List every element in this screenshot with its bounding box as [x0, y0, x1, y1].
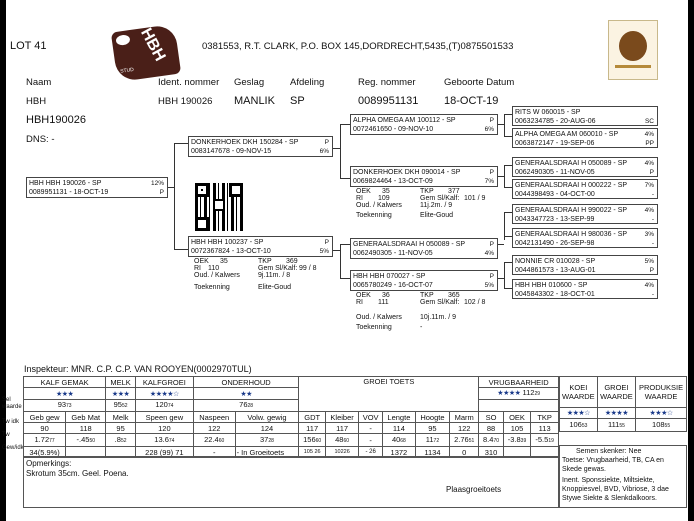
koei-stars: ★★★☆ [566, 410, 590, 417]
pedigree-dam-tkp: 369 [286, 258, 298, 265]
table-row2s-4: 60 [218, 437, 225, 444]
pedigree-ds-l1: GENERAALSDRAAI H 050089 - SP [353, 241, 466, 248]
table-row2s-7: 60 [343, 437, 350, 444]
kalfgroei-value: 120 [155, 400, 168, 409]
table-row3-12: 310 [479, 447, 503, 458]
pedigree-g4-6[interactable] [512, 228, 658, 248]
table-row1-0: 90 [24, 423, 66, 434]
melk-value: 95 [113, 400, 122, 409]
table-heads-11: Marm [450, 412, 479, 423]
ident-label: Ident. nommer [158, 77, 220, 88]
table-row3-11: 0 [450, 447, 479, 458]
pedigree-dam-gem: 99 / 8 [299, 265, 317, 272]
pedigree-dam-gem_l: Gem Sl/Kalf: [258, 265, 298, 272]
table-row3-5: - In Groeitoets [235, 447, 299, 458]
table-row1-4: 122 [193, 423, 235, 434]
table-row2-5: 37 [260, 434, 269, 444]
pedigree-g4-3-sex: - [651, 191, 654, 198]
pedigree-sd-oek_l: OEK [356, 188, 371, 195]
table-row1-3: 120 [135, 423, 193, 434]
pedigree-dd-oek_l: OEK [356, 292, 371, 299]
table-row2s-13: 39 [520, 437, 527, 444]
pedigree-dd-oud_l: Oud. / Kalwers [356, 314, 402, 321]
groei-waarde-head: GROEI WAARDE [597, 377, 635, 408]
side-label-tw: Tw [2, 432, 10, 438]
vrugbaarheid-stars: ★★★★ [497, 390, 521, 397]
table-heads-14: TKP [531, 412, 559, 423]
table-row1-13: 105 [503, 423, 531, 434]
pedigree-dd-l2: 0065780249 - 16-OCT-07 [353, 282, 433, 289]
table-row3-8: - 26 [359, 447, 383, 458]
table-heads-8: VOV [359, 412, 383, 423]
pedigree-dam-oud_l: Oud. / Kalwers [194, 272, 240, 279]
owner-address: 0381553, R.T. CLARK, P.O. BOX 145,DORDRECHT,5435,(T)0875501533 [202, 41, 514, 52]
pedigree-g4-7-sex: - [651, 291, 654, 298]
table-heads-1: Geb Mat [66, 412, 106, 423]
pedigree-dd-tkp_l: TKP [420, 292, 434, 299]
header-logo_small: STUD [119, 66, 135, 75]
koei-waarde-head: KOEI WAARDE [560, 377, 598, 408]
table-row2s-9: 68 [400, 437, 406, 444]
table-vrs: 29 [534, 391, 541, 397]
pedigree-g4-5-l1: GENERAALSDRAAI H 980036 - SP [515, 231, 628, 238]
table-v1s: 73 [66, 403, 72, 409]
table-row2s-6: 60 [315, 437, 322, 444]
pedigree-dd-gem: 102 / 8 [464, 299, 486, 306]
pedigree-sd-ri_l: RI [356, 195, 363, 202]
pedigree-dd-sex: P [489, 273, 494, 280]
pedigree-g4-0-l1: RITS W 060015 - SP [515, 109, 581, 116]
table-row1-5: 124 [235, 423, 299, 434]
table-row2-13: -3.8 [507, 434, 521, 444]
pedigree-g4-1-pct: 4% [644, 131, 654, 138]
pedigree-g4-1[interactable] [512, 106, 658, 126]
table-heads-10: Hoogte [415, 412, 449, 423]
table-row2s-0: 77 [49, 437, 55, 444]
pedigree-g4-6-sex: P [649, 267, 654, 274]
pedigree-dam-ri: 110 [208, 265, 220, 272]
pedigree-ss-l1: ALPHA OMEGA AM 100112 - SP [353, 117, 456, 124]
table-row2s-1: 50 [89, 437, 95, 444]
pedigree-g4-5-sex: - [651, 240, 654, 247]
pedigree-dam[interactable] [188, 236, 333, 257]
pedigree-g4-7-l1: HBH HBH 010600 - SP [515, 282, 588, 289]
animal-reg: 0089951131 [358, 95, 419, 107]
pedigree-sd-toek_l: Toekenning [356, 212, 392, 219]
pedigree-g4-2-l1: GENERAALSDRAAI H 050089 - SP [515, 160, 628, 167]
pedigree-dam-pct: 5% [319, 248, 329, 255]
animal-ident: HBH 190026 [158, 96, 213, 107]
pedigree-sd-tkp_l: TKP [420, 188, 434, 195]
table-row2s-3: 74 [168, 437, 175, 444]
table-heads-2: Melk [106, 412, 136, 423]
table-row2-8: - [369, 435, 372, 445]
pedigree-sd-oek: 35 [382, 188, 390, 195]
pedigree-dd-oek: 36 [382, 292, 390, 299]
side-label-twidk: Tw idk [2, 419, 20, 425]
table-head-row [24, 412, 559, 423]
pedigree-dam-oek: 35 [220, 258, 228, 265]
table-row2s-12: 70 [493, 437, 500, 444]
pedigree-sire-dam[interactable] [350, 166, 498, 187]
pedigree-ss-pct: 6% [484, 126, 494, 133]
prod-stars: ★★★☆ [649, 410, 673, 417]
table-row3-4: - [193, 447, 235, 458]
kalf-gemak-stars: ★★★ [55, 390, 74, 398]
pedigree-sd-gem_l: Gem Sl/Kalf: [420, 195, 460, 202]
melk-stars: ★★★ [111, 390, 130, 398]
table-v3s: 74 [167, 403, 174, 409]
pedigree-dd-ri: 111 [378, 299, 389, 306]
inspector: Inspekteur: MNR. C.P. C.P. VAN ROOYEN(0002970TUL) [24, 364, 252, 374]
table-row1-9: 114 [383, 423, 416, 434]
table-row2-9: 40 [391, 434, 401, 444]
pedigree-g4-4-pct: 4% [644, 207, 654, 214]
pedigree-sire-sire[interactable] [350, 114, 498, 135]
performance-table [23, 376, 559, 458]
name-label: Naam [26, 77, 52, 88]
table-row-tw [24, 434, 559, 447]
table-row1-1: 118 [66, 423, 106, 434]
breed-society-logo [608, 20, 658, 80]
pedigree-sire-sex: P [324, 139, 329, 146]
pedigree-dam-dam[interactable] [350, 270, 498, 291]
pedigree-dd-oud: 10j.11m. / 9 [420, 314, 457, 321]
table-row2-14: -5.5 [535, 434, 549, 444]
pedigree-sire-pct: 6% [319, 148, 329, 155]
onderhoud-stars: ★★ [240, 390, 252, 398]
pedigree-g4-4-l2: 0043347723 - 13-SEP-99 [515, 216, 595, 223]
remarks-label: Opmerkings: [26, 459, 72, 468]
pedigree-self-pct: 12% [150, 180, 164, 187]
table-row3-3: 228 (99) 71 [135, 447, 193, 458]
header-logo_text: HBH [137, 25, 169, 65]
table-heads-4: Naspeen [193, 412, 235, 423]
pedigree-sd-sex: P [489, 169, 494, 176]
pedigree-g4-6-l2: 0044861573 - 13-AUG-01 [515, 267, 596, 274]
lot-number: LOT 41 [10, 40, 47, 52]
side-label-sel: Sel waarde [2, 397, 22, 410]
pedigree-g4-2-l2: 0062490305 - 11-NOV-05 [515, 169, 595, 176]
pedigree-sd-toek: Elite-Goud [420, 212, 454, 219]
table-heads-5: Volw. gewig [235, 412, 299, 423]
pedigree-dd-tkp: 365 [448, 292, 460, 299]
pedigree-sd-ri: 109 [378, 195, 390, 202]
pedigree-g4-6-l1: NONNIE CR 010028 - SP [515, 258, 596, 265]
pedigree-g4-4-l1: GENERAALSDRAAI H 990022 - SP [515, 207, 628, 214]
table-v4s: 28 [247, 403, 254, 409]
pedigree-g4-7[interactable] [512, 255, 658, 275]
animal-ident-big: HBH190026 [26, 114, 86, 126]
koei-value: 106 [569, 419, 582, 429]
qr-code [195, 183, 243, 231]
pedigree-g4-7-pct: 4% [644, 282, 654, 289]
pedigree-g4-8[interactable] [512, 279, 658, 299]
onderhoud-value: 76 [239, 400, 248, 409]
animal-section: SP [290, 95, 305, 107]
pedigree-dd-l1: HBH HBH 070027 - SP [353, 273, 426, 280]
pedigree-g4-5-l2: 0042131490 - 26-SEP-98 [515, 240, 595, 247]
pedigree-sd-oud: 11j.2m. / 9 [420, 202, 453, 209]
table-row3-6: 105 26 [299, 447, 326, 458]
pedigree-sire-l1: DONKERHOEK DKH 150284 - SP [191, 139, 299, 146]
table-vr: 112 [522, 388, 535, 397]
kalf-gemak-value: 93 [57, 400, 67, 409]
pedigree-sire-l2: 0083147678 - 09-NOV-15 [191, 148, 272, 155]
pedigree-self[interactable] [26, 177, 168, 198]
pedigree-g4-4-sex: - [651, 216, 654, 223]
groei-value: 111 [607, 419, 620, 429]
pedigree-dd-toek_l: Toekenning [356, 324, 392, 331]
tests: Toetse: Vrugbaarheid, TB, CA en Skede gewas. [562, 457, 664, 473]
table-heads-3: Speen gew [135, 412, 193, 423]
pedigree-g4-1-l2: 0063872147 - 19-SEP-06 [515, 140, 595, 147]
dob-label: Geboorte Datum [444, 77, 515, 88]
table-row3-7: 10226 [325, 447, 358, 458]
table-row2-12: 8.4 [483, 434, 494, 444]
table-row2-7: 48 [335, 434, 344, 444]
table-row1-2: 95 [106, 423, 136, 434]
pedigree-g4-2-sex: P [649, 169, 654, 176]
table-row2s-5: 28 [268, 437, 274, 444]
onderhoud-head: ONDERHOUD [193, 377, 299, 388]
table-row3-0: 34(5.9%) [24, 447, 66, 458]
remarks-box [23, 456, 559, 508]
table-row2-1: -.45 [76, 434, 90, 444]
table-row2-3: 13.6 [154, 434, 169, 444]
pedigree-ss-sex: P [489, 117, 494, 124]
pedigree-sd-gem: 101 / 9 [464, 195, 486, 202]
pedigree-self-l2: 0089951131 - 18-OCT-19 [29, 189, 109, 196]
reg-label: Reg. nommer [358, 77, 416, 88]
pedigree-sd-oud_l: Oud. / Kalwers [356, 202, 402, 209]
pedigree-ds-l2: 0062490305 - 11-NOV-05 [353, 250, 433, 257]
pedigree-g4-0-l2: 0063234785 - 20-AUG-06 [515, 118, 596, 125]
pedigree-dam-toek: Elite-Goud [258, 284, 292, 291]
pedigree-dam-l2: 0072367824 - 13-OCT-10 [191, 248, 271, 255]
prod-value: 108 [652, 419, 665, 429]
pedigree-dam-oud: 9j.11m. / 8 [258, 272, 291, 279]
pedigree-ds-sex: P [489, 241, 494, 248]
table-heads-12: SO [479, 412, 503, 423]
pedigree-g4-7-l2: 0045843302 - 18-OCT-01 [515, 291, 595, 298]
table-row2s-11: 51 [468, 437, 475, 444]
table-row3-10: 1134 [415, 447, 449, 458]
pedigree-sire[interactable] [188, 136, 333, 157]
table-row1-6: 117 [299, 423, 326, 434]
pedigree-g4-5[interactable] [512, 204, 658, 224]
pedigree-g4-3-pct: 7% [644, 182, 654, 189]
pedigree-dam-toek_l: Toekenning [194, 284, 230, 291]
table-row2-6: 156 [303, 434, 316, 444]
melk-head: MELK [106, 377, 136, 388]
pedigree-g4-0-sex: SC [644, 118, 654, 125]
animal-dob: 18-OCT-19 [444, 95, 499, 107]
pedigree-sd-l2: 0069824464 - 13-OCT-09 [353, 178, 433, 185]
pedigree-g4-4[interactable] [512, 179, 658, 199]
groei-stars: ★★★★ [604, 410, 628, 417]
pedigree-dam-oek_l: OEK [194, 258, 209, 265]
side-label-gewidk: Gew/idk [2, 445, 24, 451]
pedigree-g4-1-l1: ALPHA OMEGA AM 060010 - SP [515, 131, 619, 138]
pedigree-sd-tkp: 377 [448, 188, 460, 195]
pedigree-dam-sex: P [324, 239, 329, 246]
table-row1-7: 117 [325, 423, 358, 434]
pedigree-dam-l1: HBH HBH 100237 - SP [191, 239, 264, 246]
pedigree-g4-1-sex: PP [645, 140, 654, 147]
table-row-sel [24, 423, 559, 434]
pedigree-g4-3-l1: GENERAALSDRAAI H 000222 - SP [515, 182, 628, 189]
table-row1-10: 95 [415, 423, 449, 434]
animal-sex: MANLIK [234, 95, 275, 107]
remarks-text: Skrotum 35cm. Geel. Poena. [26, 469, 129, 478]
pedigree-sd-pct: 7% [484, 178, 494, 185]
table-row2-10: 11 [425, 434, 434, 444]
table-heads-13: OEK [503, 412, 531, 423]
table-row2-4: 22.4 [204, 434, 219, 444]
sex-label: Geslag [234, 77, 265, 88]
table-heads-9: Lengte [383, 412, 416, 423]
pedigree-dam-sire[interactable] [350, 238, 498, 259]
pedigree-g4-5-pct: 3% [644, 231, 654, 238]
value-table [559, 376, 687, 432]
pedigree-g4-2[interactable] [512, 128, 658, 148]
table-row2s-10: 72 [433, 437, 440, 444]
pedigree-dd-pct: 5% [484, 282, 494, 289]
plaasgroeitoets: Plaasgroeitoets [446, 485, 502, 494]
pedigree-self-sex: P [159, 189, 164, 196]
pedigree-dam-tkp_l: TKP [258, 258, 272, 265]
pedigree-dd-ri_l: RI [356, 299, 363, 306]
pedigree-dam-ri_l: RI [194, 265, 201, 272]
vaccinations: Inent. Sponssiekte, Miltsiekte, Knoppiesvel, BVD, Vibriose, 3 dae Stywe Siekte & Slenkdalkoors. [562, 477, 669, 502]
table-heads-7: Kleiber [325, 412, 358, 423]
pedigree-dd-toek: - [420, 324, 423, 331]
produksie-waarde-head: PRODUKSIE WAARDE [636, 377, 687, 408]
certificate-sheet [2, 0, 688, 521]
table-row3-9: 1372 [383, 447, 416, 458]
kalfgroei-head: KALFGROEI [135, 377, 193, 388]
table-v2s: 52 [121, 403, 128, 409]
table-row1-11: 122 [450, 423, 479, 434]
table-row2s-14: 19 [548, 437, 554, 444]
table-koei_s: 53 [581, 422, 588, 429]
table-groei_s: 55 [619, 422, 625, 429]
pedigree-ds-pct: 4% [484, 250, 494, 257]
table-row2-11: 2.76 [454, 434, 469, 444]
kalfgroei-stars: ★★★★☆ [149, 390, 179, 398]
table-row1-12: 88 [479, 423, 503, 434]
pedigree-ss-l2: 0072461650 - 09-NOV-10 [353, 126, 434, 133]
table-row1-8: - [359, 423, 383, 434]
table-row2-0: 1.72 [34, 434, 50, 444]
table-prod_s: 55 [664, 422, 671, 429]
section-label: Afdeling [290, 77, 325, 88]
animal-name: HBH [26, 96, 47, 107]
pedigree-sd-l1: DONKERHOEK DKH 090014 - SP [353, 169, 461, 176]
table-row1-14: 113 [531, 423, 559, 434]
kalf-gemak-head: KALF GEMAK [24, 377, 106, 388]
table-row2s-2: 52 [120, 437, 127, 444]
pedigree-dd-gem_l: Gem Sl/Kalf: [420, 299, 460, 306]
vrugbaarheid-head: VRUGBAARHEID [479, 377, 559, 388]
groei-toets-head: GROEI TOETS [299, 377, 479, 412]
table-heads-0: Geb gew [24, 412, 66, 423]
dns: DNS: - [26, 134, 55, 145]
table-heads-6: GDT [299, 412, 326, 423]
semen-donor: Semen skenker: Nee [576, 448, 642, 455]
pedigree-self-l1: HBH HBH 190026 - SP [29, 180, 102, 187]
table-row2-2: .8 [114, 434, 121, 444]
hbh-logo [111, 24, 181, 82]
pedigree-g4-3[interactable] [512, 157, 658, 177]
pedigree-g4-2-pct: 4% [644, 160, 654, 167]
pedigree-g4-3-l2: 0044398493 - 04-OCT-00 [515, 191, 595, 198]
pedigree-g4-6-pct: 5% [644, 258, 654, 265]
